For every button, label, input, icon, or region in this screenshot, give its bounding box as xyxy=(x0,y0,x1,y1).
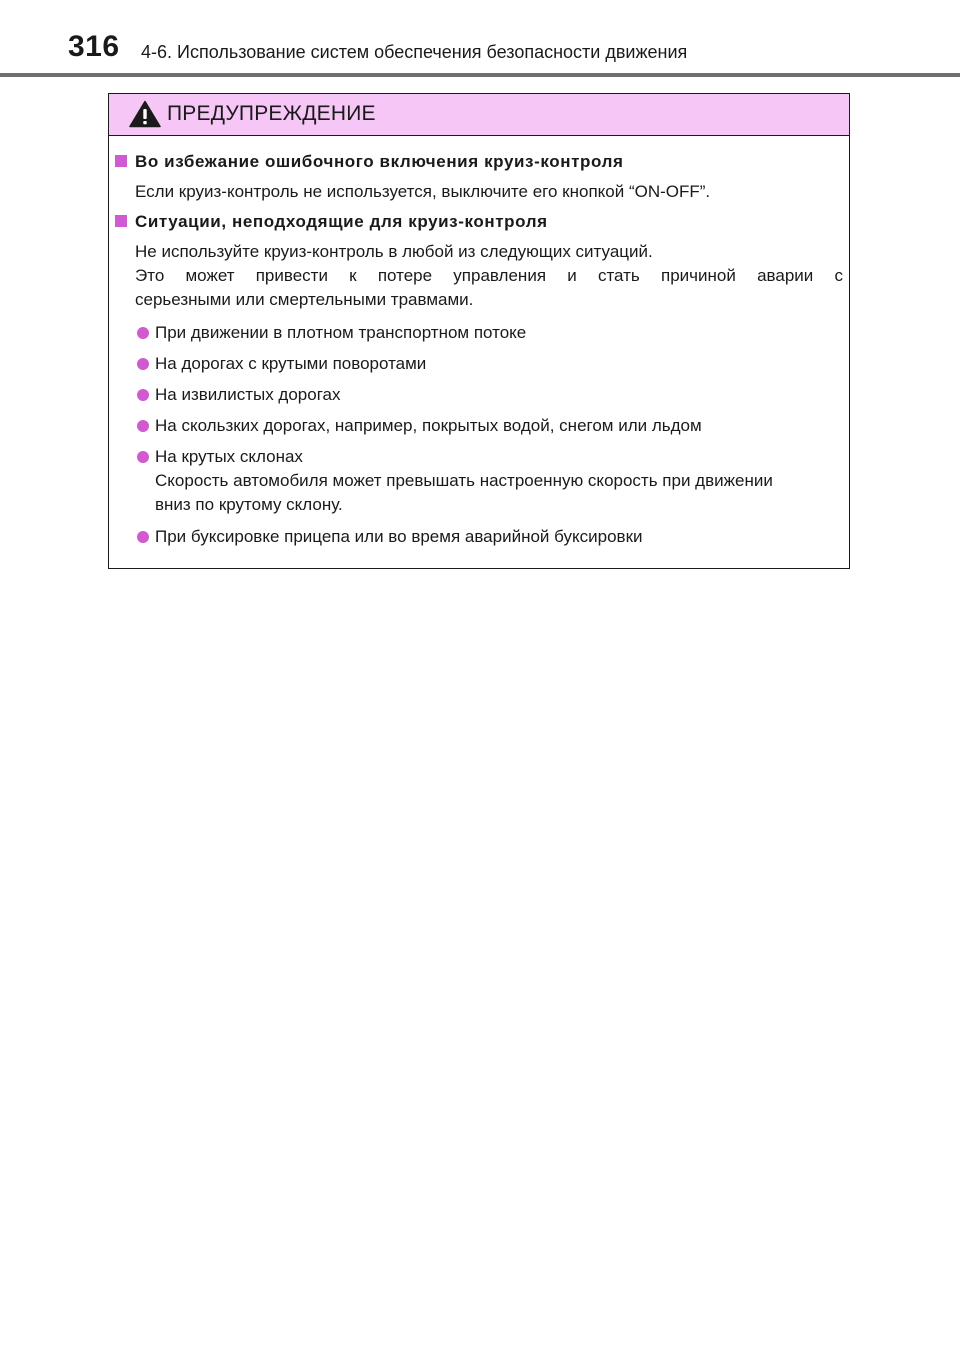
warning-triangle-icon xyxy=(129,100,161,128)
circle-bullet-icon xyxy=(137,420,149,432)
list-item-text: На извилистых дорогах xyxy=(155,385,341,404)
warning-title: ПРЕДУПРЕЖДЕНИЕ xyxy=(167,102,376,125)
list-item-detail: вниз по крутому склону. xyxy=(155,495,343,514)
section-title: 4-6. Использование систем обеспечения безопасности движения xyxy=(141,42,688,62)
list-item-text: При буксировке прицепа или во время аварийной буксировки xyxy=(155,527,643,546)
list-item-text: На крутых склонах xyxy=(155,447,303,466)
circle-bullet-icon xyxy=(137,327,149,339)
square-bullet-icon xyxy=(115,215,127,227)
list-item-text: На дорогах с крутыми поворотами xyxy=(155,354,427,373)
list-item xyxy=(137,352,426,376)
circle-bullet-icon xyxy=(137,358,149,370)
square-bullet-icon xyxy=(115,155,127,167)
section-heading-text: Во избежание ошибочного включения круиз-контроля xyxy=(135,152,624,171)
paragraph: серьезными или смертельными травмами. xyxy=(135,290,474,309)
paragraph: Если круиз-контроль не используется, выключите его кнопкой “ON-OFF”. xyxy=(135,182,711,201)
section-heading-text: Ситуации, неподходящие для круиз-контроля xyxy=(135,212,548,231)
section-heading xyxy=(115,212,548,232)
paragraph: Не используйте круиз-контроль в любой из следующих ситуаций. xyxy=(135,242,653,261)
list-item xyxy=(137,525,643,549)
warning-header xyxy=(109,94,849,136)
circle-bullet-icon xyxy=(137,531,149,543)
list-item-detail: Скорость автомобиля может превышать настроенную скорость при движении xyxy=(155,471,773,490)
list-item xyxy=(137,445,303,469)
list-item xyxy=(137,414,702,438)
page-header xyxy=(0,0,960,76)
list-item-text: При движении в плотном транспортном потоке xyxy=(155,323,527,342)
list-item-text: На скользких дорогах, например, покрытых водой, снегом или льдом xyxy=(155,416,702,435)
section-heading xyxy=(115,152,624,172)
circle-bullet-icon xyxy=(137,389,149,401)
header-divider xyxy=(0,73,960,77)
circle-bullet-icon xyxy=(137,451,149,463)
list-item xyxy=(137,321,526,345)
warning-box xyxy=(108,93,850,569)
paragraph: Это может привести к потере управления и стать причиной аварии с xyxy=(135,266,843,285)
page-number: 316 xyxy=(68,30,120,63)
list-item xyxy=(137,383,340,407)
